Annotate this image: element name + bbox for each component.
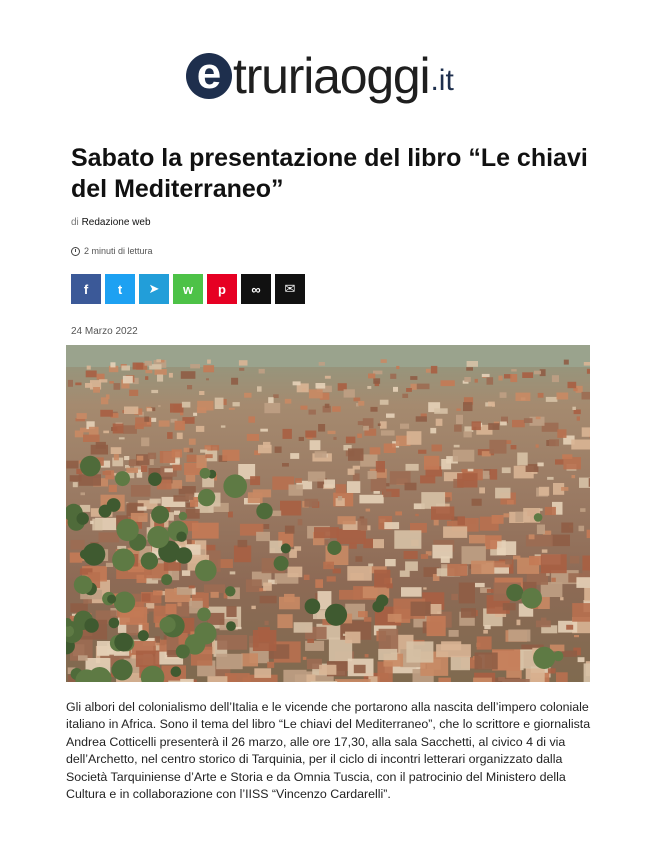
byline-prefix: di <box>71 217 79 228</box>
share-copy-link-button[interactable] <box>241 274 271 304</box>
article-photo <box>66 345 590 682</box>
clock-icon <box>71 247 80 256</box>
facebook-icon: f <box>83 281 89 297</box>
read-time <box>71 246 153 256</box>
author-link[interactable]: Redazione web <box>81 217 151 228</box>
share-facebook-button[interactable] <box>71 274 101 304</box>
article-title: Sabato la presentazione del libro “Le chiavi del Mediterraneo” <box>71 144 588 203</box>
link-icon: ∞ <box>251 281 261 297</box>
share-email-button[interactable] <box>275 274 305 304</box>
share-telegram-button[interactable] <box>139 274 169 304</box>
telegram-icon: ➤ <box>148 281 160 296</box>
aerial-town-image <box>66 345 590 682</box>
envelope-icon: ✉ <box>284 281 296 296</box>
article-body: Gli albori del colonialismo dell’Italia e le vicende che portarono alla nascita dell’impero coloniale italiano in Africa. Sono il tema del libro “Le chiavi del Mediterraneo”, che lo scrittore e giornalista Andrea Cotticelli presenterà il 26 marzo, alle ore 17,30, alla sala Sacchetti, al civico 4 di via dell’Archetto, nel centro storico di Tarquinia, per il ciclo di incontri letterari organizzato dalla Società Tarquiniense d’Arte e Storia e da Omnia Tuscia, con il patrocinio del Ministero della Cultura e in collaborazione con l’IISS “Vincenzo Cardarelli”. <box>66 700 591 802</box>
logo-e-mark: e <box>186 53 232 99</box>
read-time-label: 2 minuti di lettura <box>84 246 153 256</box>
share-whatsapp-button[interactable] <box>173 274 203 304</box>
twitter-icon: t <box>117 281 123 297</box>
publish-date: 24 Marzo 2022 <box>71 326 138 337</box>
share-twitter-button[interactable] <box>105 274 135 304</box>
share-bar <box>71 274 305 304</box>
logo-tld: .it <box>430 64 454 97</box>
logo-wordmark: truriaoggi <box>233 48 430 104</box>
site-logo[interactable] <box>186 44 454 108</box>
byline <box>71 217 151 228</box>
share-pinterest-button[interactable] <box>207 274 237 304</box>
whatsapp-icon: w <box>182 281 194 297</box>
pinterest-icon: p <box>218 281 226 297</box>
